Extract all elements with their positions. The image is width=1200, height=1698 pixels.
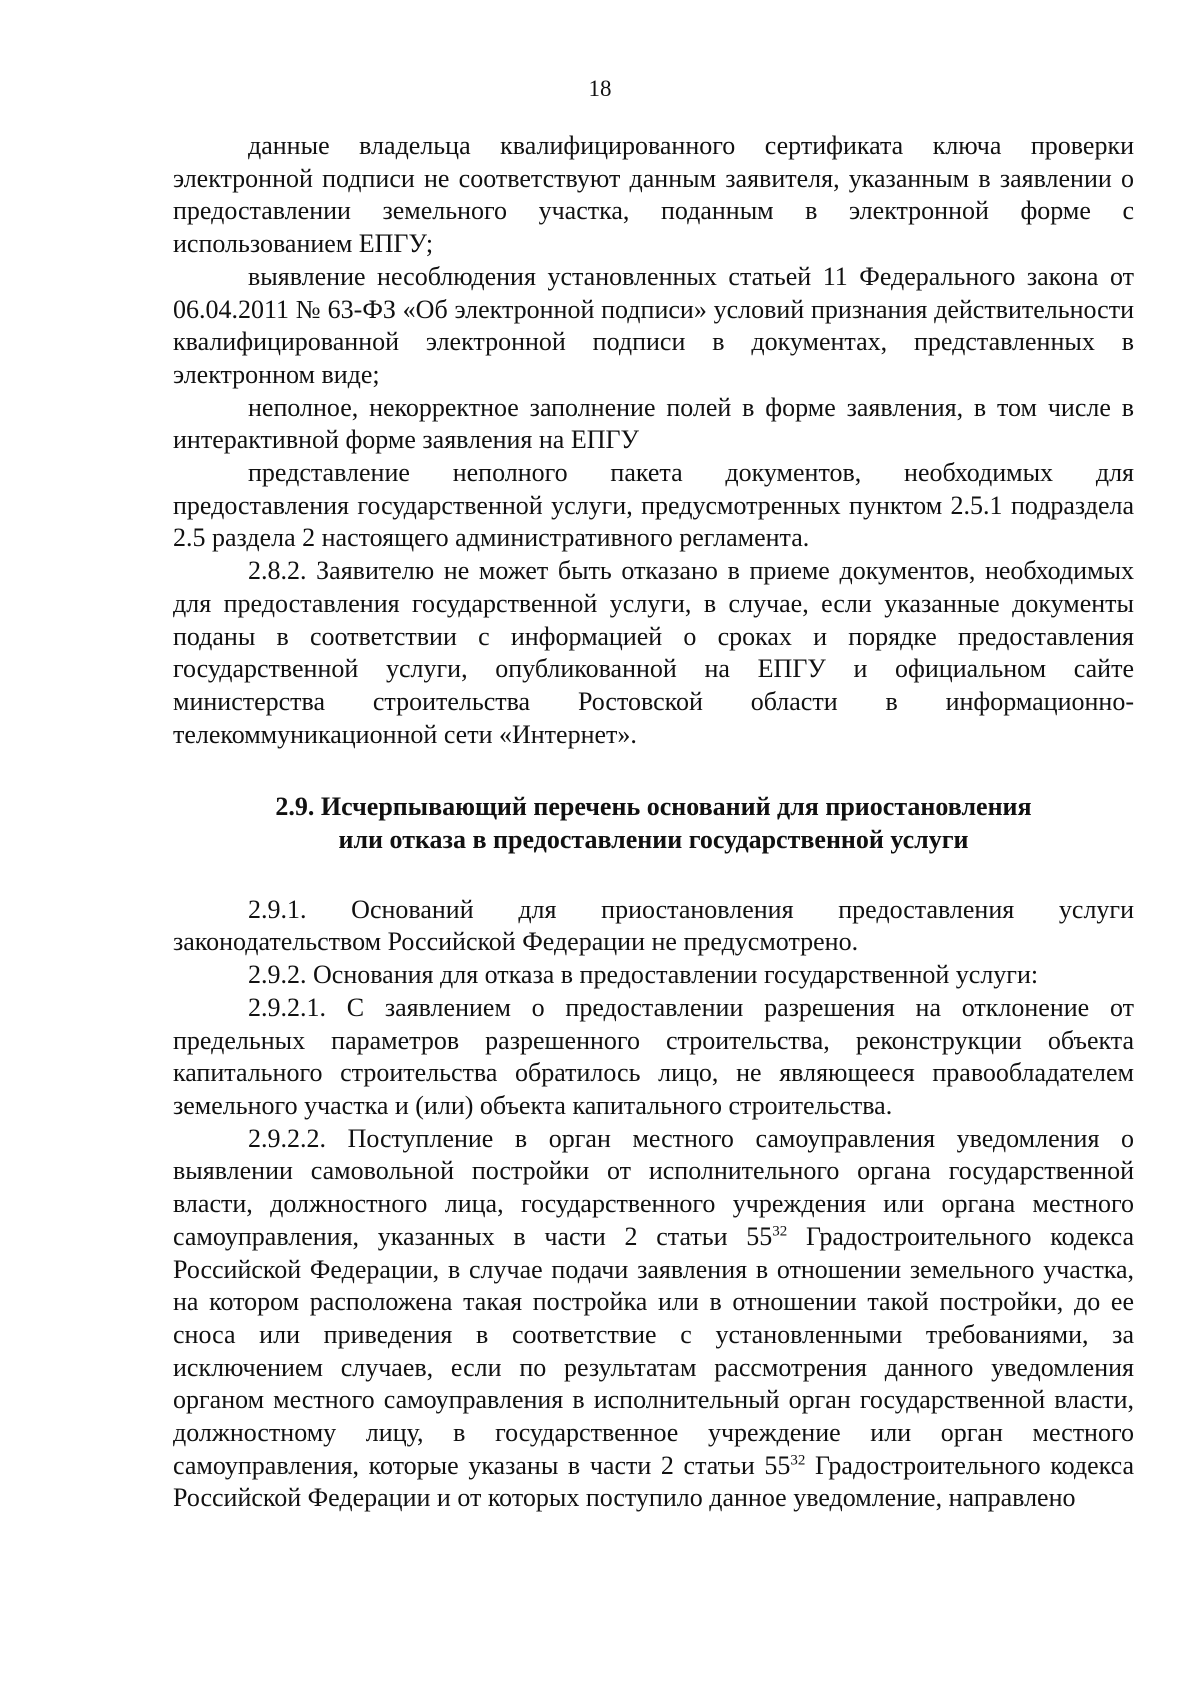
page-number: 18 [588, 76, 612, 101]
section-heading-line-2: или отказа в предоставлении государственной услуги [338, 825, 969, 855]
paragraph-signature-mismatch: данные владельца квалифицированного сертификата ключа проверки электронной подписи не соответствуют данным заявителя, указанным в заявлении о предоставлении земельного участка, поданным в электронной форме с использованием ЕПГУ; [173, 131, 1134, 259]
section-heading-line-1: 2.9. Исчерпывающий перечень оснований для приостановления [275, 792, 1032, 822]
document-body [173, 130, 1134, 1515]
paragraph-2-9-2: 2.9.2. Основания для отказа в предоставлении государственной услуги: [248, 960, 1039, 990]
paragraph-2-9-2-2-text-2: Градостроительного кодекса Российской Федерации, в случае подачи заявления в отношении земельного участка, на котором расположена такая постройка или в отношении такой постройки, до ее сноса или приведения в соответствие с установленными требованиями, за исключением случаев, если по результатам рассмотрения данного уведомления органом местного самоуправления в исполнительный орган государственной власти, должностному лицу, в государственное учреждение или орган местного самоуправления, которые указаны в части 2 статьи 55 [173, 1221, 1134, 1480]
paragraph-2-9-2-1: 2.9.2.1. С заявлением о предоставлении разрешения на отклонение от предельных параметров разрешенного строительства, реконструкции объекта капитального строительства обратилось лицо, не являющееся правообладателем земельного участка и (или) объекта капитального строительства. [173, 992, 1134, 1120]
section-heading-2-9 [173, 751, 1134, 893]
paragraph-2-8-2: 2.8.2. Заявителю не может быть отказано в приеме документов, необходимых для предоставления государственной услуги, в случае, если указанные документы поданы в соответствии с информацией о сроках и порядке предоставления государственной услуги, опубликованной на ЕПГУ и официальном сайте министерства строительства Ростовской области в информационно-телекоммуникационной сети «Интернет». [173, 556, 1134, 749]
paragraph-incomplete-form: неполное, некорректное заполнение полей в форме заявления, в том числе в интерактивной форме заявления на ЕПГУ [173, 392, 1134, 455]
article-superscript-2: 32 [790, 1452, 806, 1469]
paragraph-2-9-2-2 [173, 1123, 1134, 1515]
paragraph-2-9-2-2-text-3: Градостроительного кодекса Российской Федерации и от которых поступило данное уведомление, направлено [173, 1450, 1134, 1513]
article-superscript-1: 32 [772, 1223, 788, 1240]
paragraph-incomplete-package: представление неполного пакета документов, необходимых для предоставления государственной услуги, предусмотренных пунктом 2.5.1 подраздела 2.5 раздела 2 настоящего административного регламента. [173, 458, 1134, 553]
paragraph-2-9-1: 2.9.1. Оснований для приостановления предоставления услуги законодательством Российской Федерации не предусмотрено. [173, 894, 1134, 957]
paragraph-signature-law-violation: выявление несоблюдения установленных статьей 11 Федерального закона от 06.04.2011 № 63-ФЗ «Об электронной подписи» условий признания действительности квалифицированной электронной подписи в документах, представленных в электронном виде; [173, 261, 1134, 389]
paragraph-2-9-2-2-text-1: 2.9.2.2. Поступление в орган местного самоуправления уведомления о выявлении самовольной постройки от исполнительного органа государственной власти, должностного лица, государственного учреждения или органа местного самоуправления, указанных в части 2 статьи 55 [173, 1123, 1134, 1251]
